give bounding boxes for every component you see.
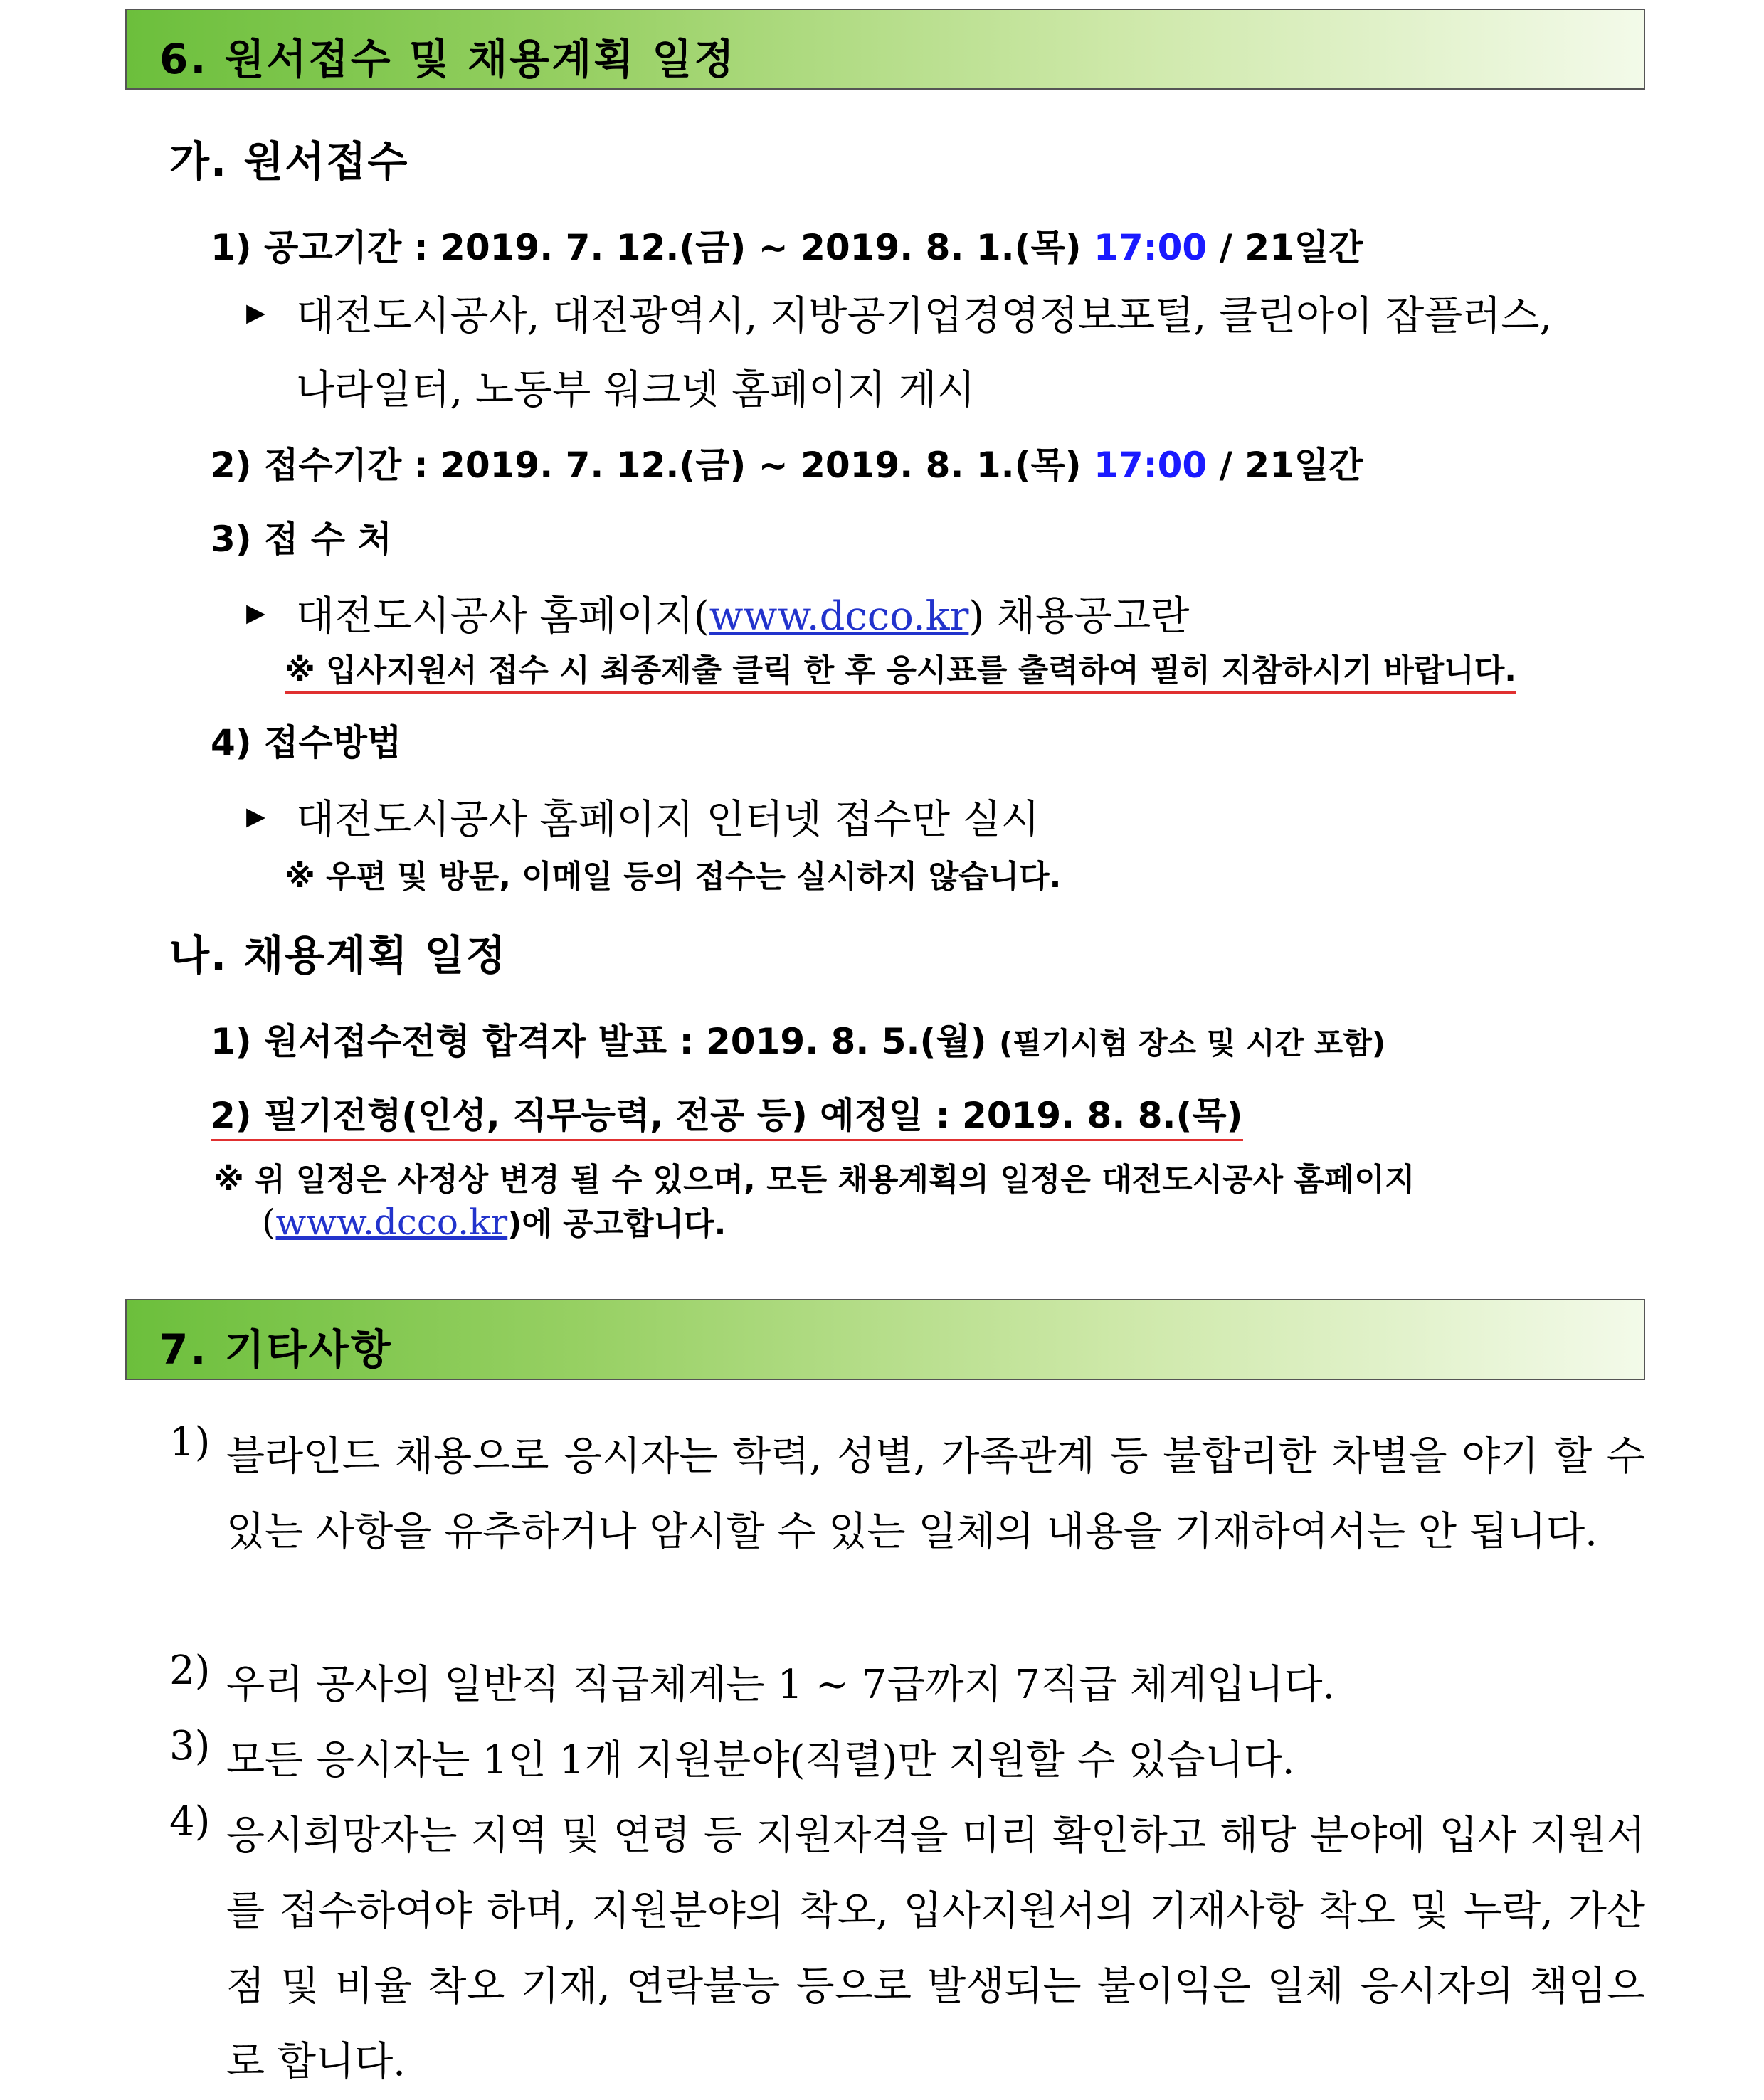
misc-item-4-num: 4) [169,1798,211,1845]
receipt-period-time: 17:00 [1094,445,1208,486]
receipt-period-label: 2) 접수기간 : 2019. 7. 12.(금) ~ 2019. 8. 1.(목) [211,445,1094,486]
section-7-title: 7. 기타사항 [159,1325,393,1374]
schedule-item-2 [211,1087,1243,1138]
misc-item-3-num: 3) [169,1723,211,1769]
misc-item-4-text: 응시희망자는 지역 및 연령 등 지원자격을 미리 확인하고 해당 분야에 입사 지원서를 접수하여야 하며, 지원분야의 착오, 입사지원서의 기재사항 착오 및 누락, 가산점 및 비율 착오 기재, 연락불능 등으로 발생되는 불이익은 일체 응시자의 책임으로 합니다. [226,1813,1645,2085]
schedule-item-1-note: (필기시험 장소 및 시간 포함) [998,1026,1386,1061]
receipt-place-note [285,645,1516,690]
misc-item-2-text: 우리 공사의 일반직 직급체계는 1 ~ 7급까지 7직급 체계입니다. [226,1662,1336,1708]
schedule-note-line2 [262,1198,726,1243]
triangle-bullet-icon: ▸ [246,289,266,334]
misc-item-2-num: 2) [169,1648,211,1694]
schedule-note-paren-open: ( [262,1202,276,1243]
dcco-link[interactable]: www.dcco.kr [709,593,969,640]
announce-sites-line1: 대전도시공사, 대전광역시, 지방공기업경영정보포털, 클린아이 잡플러스, [296,293,1553,339]
misc-item-1-text: 블라인드 채용으로 응시자는 학력, 성별, 가족관계 등 불합리한 차별을 야기 할 수 있는 사항을 유추하거나 암시할 수 있는 일체의 내용을 기재하여서는 안 됩니다. [226,1433,1645,1555]
receipt-method-note: ※ 우편 및 방문, 이메일 등의 접수는 실시하지 않습니다. [285,859,1062,895]
announce-sites-line2: 나라일터, 노동부 워크넷 홈페이지 게시 [296,367,976,413]
announce-period-tail: / 21일간 [1207,227,1363,268]
misc-item-1-num: 1) [169,1419,211,1465]
subsection-na-title: 나. 채용계획 일정 [169,931,507,980]
receipt-place-post: ) 채용공고란 [968,593,1190,640]
subsection-ga-title: 가. 원서접수 [169,137,409,186]
announce-period-time: 17:00 [1094,227,1208,268]
schedule-note-post: )에 공고합니다. [507,1206,727,1242]
receipt-period-tail: / 21일간 [1207,445,1363,486]
item-receipt-method: 4) 접수방법 [211,722,402,763]
announce-period-label: 1) 공고기간 : 2019. 7. 12.(금) ~ 2019. 8. 1.(목) [211,227,1094,268]
section-7-header [125,1299,1645,1380]
misc-item-3-text: 모든 응시자는 1인 1개 지원분야(직렬)만 지원할 수 있습니다. [226,1737,1295,1783]
receipt-place-pre: 대전도시공사 홈페이지( [296,593,709,640]
schedule-note-line1: ※ 위 일정은 사정상 변경 될 수 있으며, 모든 채용계획의 일정은 대전도시공사 홈페이지 [213,1162,1415,1198]
schedule-item-2-text: 2) 필기전형(인성, 직무능력, 전공 등) 예정일 : 2019. 8. 8.(목) [211,1095,1243,1141]
item-receipt-period [211,437,1363,488]
dcco-link-2[interactable]: www.dcco.kr [275,1202,508,1243]
receipt-method-line: 대전도시공사 홈페이지 인터넷 접수만 실시 [296,797,1040,843]
triangle-bullet-icon: ▸ [246,589,266,634]
section-6-title: 6. 원서접수 및 채용계획 일정 [159,35,736,83]
schedule-item-1-text: 1) 원서접수전형 합격자 발표 : 2019. 8. 5.(월) [211,1021,987,1062]
receipt-place-note-text: ※ 입사지원서 접수 시 최종제출 클릭 한 후 응시표를 출력하여 필히 지참하시기 바랍니다. [285,652,1516,694]
receipt-place-line [296,585,1190,642]
item-receipt-place: 3) 접 수 처 [211,519,392,560]
section-6-header [125,9,1645,90]
schedule-item-1 [211,1013,1385,1064]
item-announce-period [211,219,1363,270]
triangle-bullet-icon: ▸ [246,792,266,837]
